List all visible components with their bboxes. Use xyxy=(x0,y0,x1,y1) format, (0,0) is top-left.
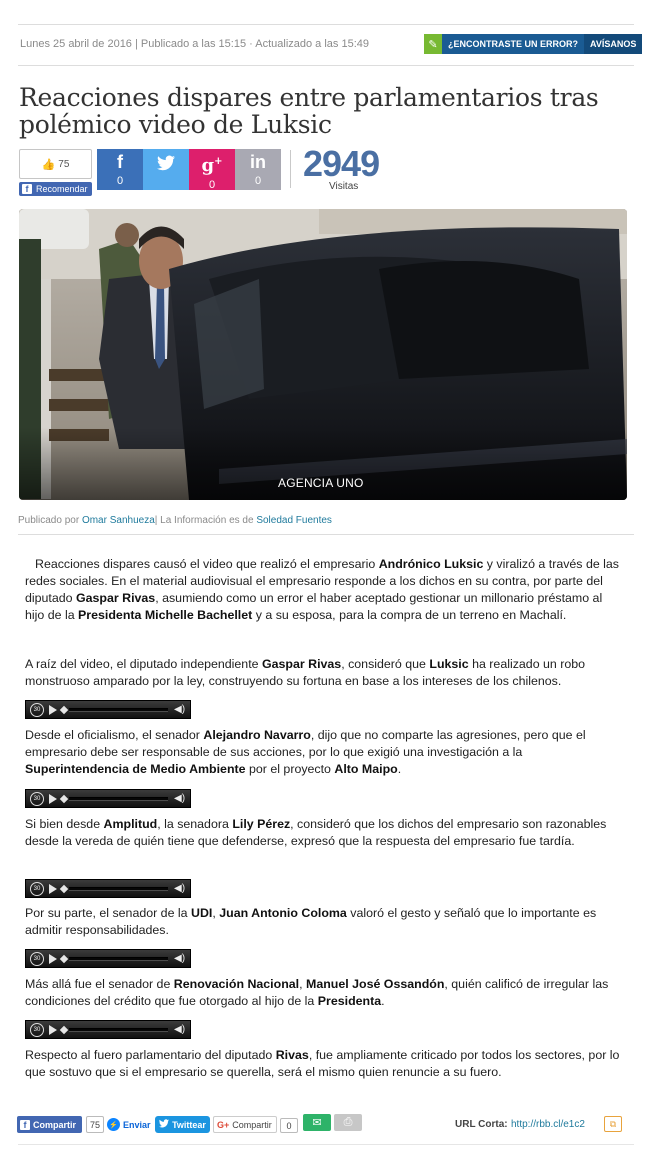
like-count-box[interactable] xyxy=(19,149,92,179)
article-title: Reacciones dispares entre parlamentarios tras polémico video de Luksic xyxy=(19,83,599,139)
facebook-share-label: Compartir xyxy=(33,1119,77,1130)
rewind-30-icon[interactable]: 30 xyxy=(30,792,44,806)
paragraph-4: Si bien desde Amplitud, la senadora Lily Pérez, consideró que los dichos del empresario son razonables desde la vereda de quién tiene que defenderse, expresó que la respuesta del empresario fue tardía. xyxy=(25,817,607,848)
seek-handle[interactable] xyxy=(60,794,68,802)
photo-credit: AGENCIA UNO xyxy=(278,476,364,490)
paragraph-6: Más allá fue el senador de Renovación Nacional, Manuel José Ossandón, quién calificó de irregular las condiciones del crédito que fue otorgado al hijo de la Presidenta. xyxy=(25,977,609,1008)
seek-handle[interactable] xyxy=(60,1025,68,1033)
short-url-label: URL Corta: xyxy=(455,1119,508,1130)
rewind-30-icon[interactable]: 30 xyxy=(30,882,44,896)
copy-icon: ⧉ xyxy=(609,1118,617,1129)
short-url-link[interactable]: http://rbb.cl/e1c2 xyxy=(511,1119,585,1130)
seek-handle[interactable] xyxy=(60,954,68,962)
email-share-button[interactable] xyxy=(303,1114,331,1131)
view-count-label: Visitas xyxy=(329,181,359,192)
report-error-prompt[interactable]: ¿ENCONTRASTE UN ERROR? xyxy=(442,34,584,54)
article-dateline: Lunes 25 abril de 2016 | Publicado a las 15:15 · Actualizado a las 15:49 xyxy=(20,38,369,50)
info-prefix: | La Información es de xyxy=(154,515,254,526)
facebook-share-button[interactable] xyxy=(17,1116,82,1133)
paragraph-5: Por su parte, el senador de la UDI, Juan Antonio Coloma valoró el gesto y señaló que lo importante es admitir responsabilidades. xyxy=(25,906,597,937)
byline-divider xyxy=(18,534,634,535)
audio-player[interactable] xyxy=(25,700,191,719)
googleplus-share-count: 0 xyxy=(280,1118,298,1133)
author-link[interactable]: Omar Sanhueza xyxy=(81,515,155,526)
article-photo xyxy=(19,209,627,500)
top-divider xyxy=(18,24,634,25)
views-separator xyxy=(290,150,291,188)
byline xyxy=(18,515,332,526)
play-icon[interactable] xyxy=(49,705,57,715)
view-count: 2949 xyxy=(303,143,380,184)
play-icon[interactable] xyxy=(49,1025,57,1035)
play-icon[interactable] xyxy=(49,884,57,894)
byline-prefix: Publicado por xyxy=(18,515,80,526)
thumbs-up-icon: 👍 xyxy=(41,158,56,171)
seek-track[interactable] xyxy=(69,1028,168,1032)
rewind-30-icon[interactable]: 30 xyxy=(30,1023,44,1037)
twitter-icon xyxy=(143,149,189,178)
google-plus-icon: G+ xyxy=(217,1119,230,1130)
like-count: 75 xyxy=(58,158,70,170)
audio-player[interactable] xyxy=(25,1020,191,1039)
share-linkedin-button[interactable] xyxy=(235,149,281,190)
seek-track[interactable] xyxy=(69,957,168,961)
tweet-label: Twittear xyxy=(172,1119,206,1130)
facebook-icon: f xyxy=(117,152,123,172)
play-icon[interactable] xyxy=(49,794,57,804)
linkedin-share-count: 0 xyxy=(254,175,262,187)
seek-track[interactable] xyxy=(69,708,168,712)
google-plus-icon: g+ xyxy=(201,155,223,176)
volume-icon[interactable]: ◀) xyxy=(174,704,186,715)
photo-illustration xyxy=(19,209,627,500)
tweet-button[interactable] xyxy=(155,1116,210,1133)
share-twitter-button[interactable] xyxy=(143,149,189,190)
paragraph-3: Desde el oficialismo, el senador Alejandro Navarro, dijo que no comparte las agresiones, pero que el empresario debe ser responsable de sus acciones, por lo que exigió una investigación a la Superintendencia de Medio Ambiente por el proyecto Alto Maipo. xyxy=(25,728,586,776)
messenger-icon: ⚡ xyxy=(107,1118,120,1131)
report-error-button[interactable]: AVÍSANOS xyxy=(584,34,642,54)
googleplus-share-count: 0 xyxy=(208,179,216,191)
messenger-label: Enviar xyxy=(123,1119,151,1130)
header-divider xyxy=(18,65,634,66)
facebook-share-count: 0 xyxy=(116,175,124,187)
recommend-button[interactable] xyxy=(19,182,92,196)
pencil-icon: ✎ xyxy=(424,34,442,54)
linkedin-icon: in xyxy=(250,152,266,172)
facebook-icon: f xyxy=(22,184,32,194)
seek-track[interactable] xyxy=(69,797,168,801)
facebook-share-count: 75 xyxy=(86,1116,104,1133)
googleplus-share-label: Compartir xyxy=(232,1119,272,1130)
googleplus-share-button[interactable] xyxy=(213,1116,277,1133)
twitter-icon xyxy=(159,1119,169,1130)
volume-icon[interactable]: ◀) xyxy=(174,793,186,804)
audio-player[interactable] xyxy=(25,879,191,898)
copy-url-button[interactable] xyxy=(604,1116,622,1132)
facebook-icon: f xyxy=(20,1120,30,1130)
print-icon: ⎙ xyxy=(343,1116,353,1128)
seek-track[interactable] xyxy=(69,887,168,891)
play-icon[interactable] xyxy=(49,954,57,964)
recommend-label: Recomendar xyxy=(36,184,88,194)
share-googleplus-button[interactable] xyxy=(189,149,235,190)
source-link[interactable]: Soledad Fuentes xyxy=(256,515,332,526)
seek-handle[interactable] xyxy=(60,705,68,713)
volume-icon[interactable]: ◀) xyxy=(174,883,186,894)
volume-icon[interactable]: ◀) xyxy=(174,1024,186,1035)
email-icon: ✉ xyxy=(312,1117,322,1129)
volume-icon[interactable]: ◀) xyxy=(174,953,186,964)
seek-handle[interactable] xyxy=(60,884,68,892)
paragraph-1: Reacciones dispares causó el video que realizó el empresario Andrónico Luksic y viralizó a través de las redes sociales. En el material audiovisual el empresario responde a los dichos en su contra, por parte del diputado Gaspar Rivas, asumiendo como un error el haber aceptado gestionar un millonario préstamo al hijo de la Presidenta Michelle Bachellet y a su esposa, para la compra de un terreno en Machalí. xyxy=(25,557,620,622)
audio-player[interactable] xyxy=(25,949,191,968)
print-button[interactable] xyxy=(334,1114,362,1131)
bottom-divider xyxy=(18,1144,634,1145)
audio-player[interactable] xyxy=(25,789,191,808)
share-facebook-button[interactable] xyxy=(97,149,143,190)
messenger-send-button[interactable] xyxy=(107,1116,153,1133)
paragraph-7: Respecto al fuero parlamentario del diputado Rivas, fue ampliamente criticado por todos los sectores, por lo que sostuvo que si el empresario se querella, será el mismo quien renuncie a su fuero. xyxy=(25,1048,620,1079)
rewind-30-icon[interactable]: 30 xyxy=(30,952,44,966)
paragraph-2: A raíz del video, el diputado independiente Gaspar Rivas, consideró que Luksic ha realizado un robo monstruoso amparado por la ley, construyendo su fortuna en base a los intereses de los chilenos. xyxy=(25,657,586,688)
report-error-widget[interactable] xyxy=(424,34,642,54)
rewind-30-icon[interactable]: 30 xyxy=(30,703,44,717)
